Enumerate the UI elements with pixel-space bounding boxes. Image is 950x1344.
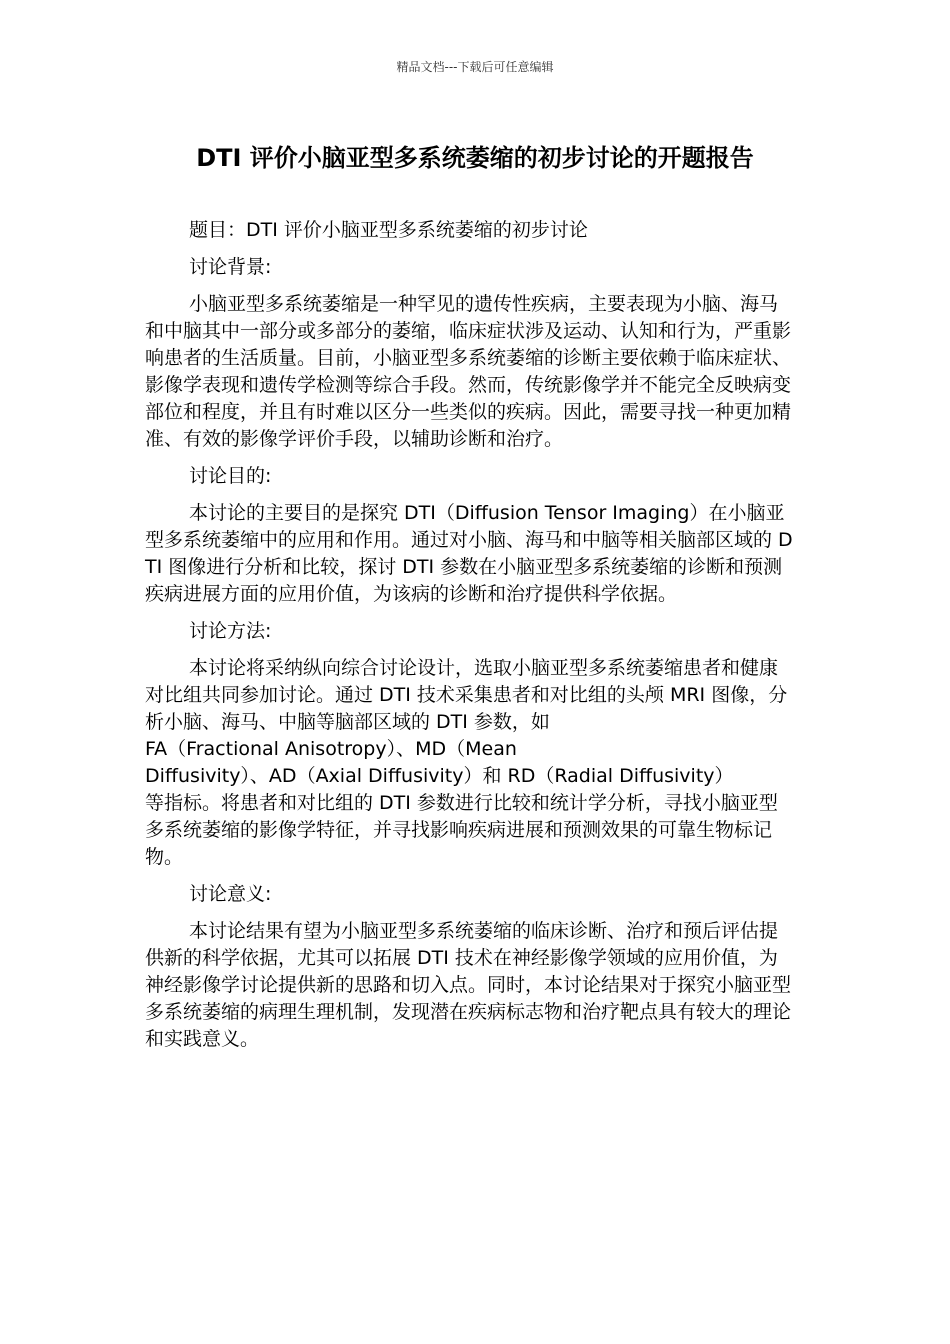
method-text-line3: Diffusivity）、AD（Axial Diffusivity）和 RD（Radial Diffusivity） — [145, 765, 734, 787]
topic-line: 题目：DTI 评价小脑亚型多系统萎缩的初步讨论 — [189, 219, 588, 241]
purpose-label: 讨论目的: — [189, 465, 272, 487]
document-body — [145, 217, 793, 1053]
header-note: 精品文档---下载后可任意编辑 — [396, 60, 554, 74]
document-title: DTI 评价小脑亚型多系统萎缩的初步讨论的开题报告 — [196, 144, 754, 172]
method-text-line2: FA（Fractional Anisotropy）、MD（Mean — [145, 738, 517, 760]
method-text-part1: 本讨论将采纳纵向综合讨论设计，选取小脑亚型多系统萎缩患者和健康对比组共同参加讨论。通过 DTI 技术采集患者和对比组的头颅 MRI 图像，分析小脑、海马、中脑等脑部区域的 DTI 参数，如 — [145, 657, 788, 733]
significance-paragraph: 本讨论结果有望为小脑亚型多系统萎缩的临床诊断、治疗和预后评估提供新的科学依据，尤其可以拓展 DTI 技术在神经影像学领域的应用价值，为神经影像学讨论提供新的思路和切入点。同时，本讨论结果对于探究小脑亚型多系统萎缩的病理生理机制，发现潜在疾病标志物和治疗靶点具有较大的理论和实践意义。 — [145, 920, 792, 1050]
purpose-paragraph: 本讨论的主要目的是探究 DTI（Diffusion Tensor Imaging）在小脑亚型多系统萎缩中的应用和作用。通过对小脑、海马和中脑等相关脑部区域的 DTI 图像进行分析和比较，探讨 DTI 参数在小脑亚型多系统萎缩的诊断和预测疾病进展方面的应用价值，为该病的诊断和治疗提供科学依据。 — [145, 502, 793, 605]
significance-label: 讨论意义: — [189, 883, 272, 905]
background-label: 讨论背景: — [189, 256, 272, 278]
method-paragraph — [145, 655, 793, 871]
method-text-part2: 等指标。将患者和对比组的 DTI 参数进行比较和统计学分析，寻找小脑亚型多系统萎缩的影像学特征，并寻找影响疾病进展和预测效果的可靠生物标记物。 — [145, 792, 778, 868]
background-paragraph: 小脑亚型多系统萎缩是一种罕见的遗传性疾病，主要表现为小脑、海马和中脑其中一部分或多部分的萎缩，临床症状涉及运动、认知和行为，严重影响患者的生活质量。目前，小脑亚型多系统萎缩的诊断主要依赖于临床症状、影像学表现和遗传学检测等综合手段。然而，传统影像学并不能完全反映病变部位和程度，并且有时难以区分一些类似的疾病。因此，需要寻找一种更加精准、有效的影像学评价手段，以辅助诊断和治疗。 — [145, 293, 792, 450]
method-label: 讨论方法: — [189, 620, 272, 642]
